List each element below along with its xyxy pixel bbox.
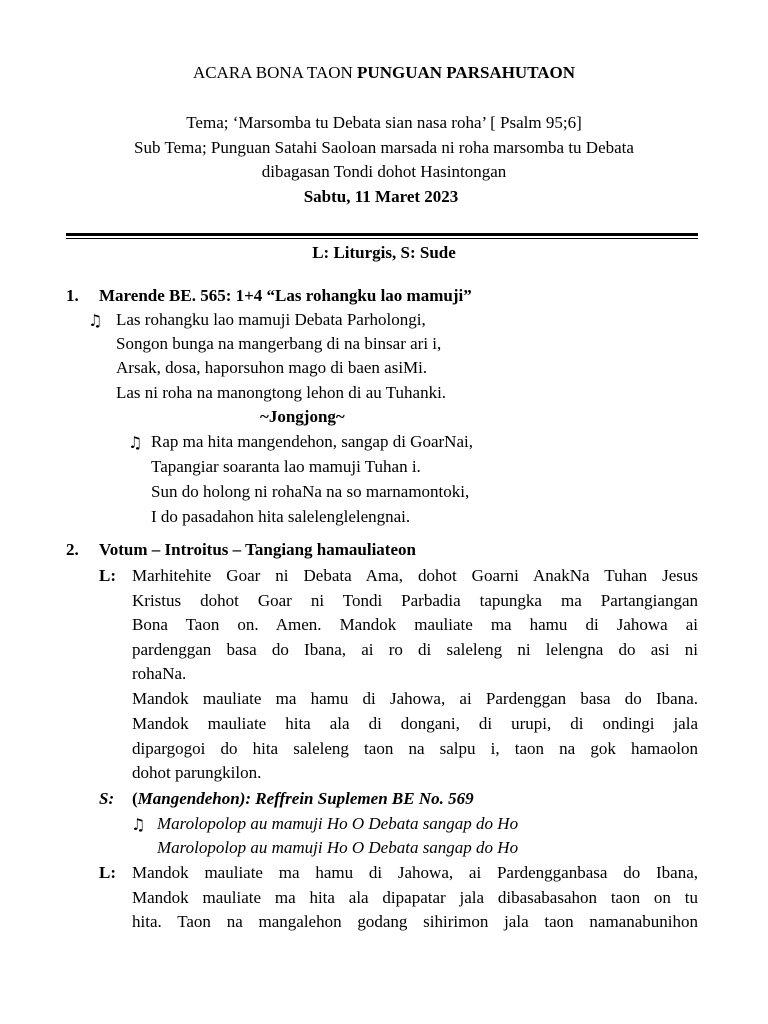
verse-1-line-2: Songon bunga na mangerbang di na binsar ari i, <box>116 334 442 353</box>
divider-thick <box>66 233 698 236</box>
divider-thin <box>66 238 698 239</box>
sude-heading-text: Mangendehon): Reffrein Suplemen BE No. 569 <box>137 789 474 808</box>
legend: L: Liturgis, S: Sude <box>312 243 456 262</box>
jongjong-label: ~Jongjong~ <box>260 407 345 426</box>
paragraph-line: hita. Taon na mangalehon godang sihirimon jala taon namanabunihon <box>132 912 698 931</box>
title-bold: PUNGUAN PARSAHUTAON <box>357 63 576 82</box>
verse-2-line-1: Rap ma hita mangendehon, sangap di GoarNai, <box>151 432 473 451</box>
section-2-heading: Votum – Introitus – Tangiang hamauliateon <box>99 540 416 559</box>
paragraph-line: Kristus dohot Goar ni Tondi Parbadia tapungka ma Partangiangan <box>132 591 698 610</box>
music-note-icon: ♫ <box>88 311 103 330</box>
document-title <box>0 63 768 83</box>
tema: Tema; ‘Marsomba tu Debata sian nasa roha’ [ Psalm 95;6] <box>186 113 582 132</box>
verse-1-line-4: Las ni roha na manongtong lehon di au Tuhanki. <box>116 383 447 402</box>
paragraph-line: Mandok mauliate hita ala di dongani, di urupi, di ondingi jala <box>132 714 698 733</box>
refrain-line-2: Marolopolop au mamuji Ho O Debata sangap do Ho <box>157 838 519 857</box>
music-note-icon: ♫ <box>131 815 146 834</box>
paragraph-line: pardenggan basa do Ibana, ai ro di saleleng ni lelengna do asi ni <box>132 640 698 659</box>
paragraph-line: dohot parungkilon. <box>132 763 262 782</box>
refrain-line-1: Marolopolop au mamuji Ho O Debata sangap do Ho <box>157 814 519 833</box>
verse-2-line-3: Sun do holong ni rohaNa na so marnamontoki, <box>151 482 470 501</box>
title-normal: ACARA BONA TAON <box>192 63 358 82</box>
section-2-number: 2. <box>66 540 79 559</box>
section-1-heading: Marende BE. 565: 1+4 “Las rohangku lao mamuji” <box>99 286 472 305</box>
music-note-icon: ♫ <box>128 433 143 452</box>
paragraph-line: dipargogoi do hita saleleng taon na salpu i, taon na gok hamaolon <box>132 739 698 758</box>
paragraph-line: Marhitehite Goar ni Debata Ama, dohot Goarni AnakNa Tuhan Jesus <box>132 566 698 585</box>
verse-1-line-3: Arsak, dosa, haporsuhon mago di baen asiMi. <box>116 358 428 377</box>
paragraph-line: Mandok mauliate ma hita ala dipapatar jala dibasabasahon taon on tu <box>132 888 698 907</box>
paren-open: ( <box>132 789 138 808</box>
verse-1-line-1: Las rohangku lao mamuji Debata Parholongi, <box>116 310 426 329</box>
subtema-line-1: Sub Tema; Punguan Satahi Saoloan marsada ni roha marsomba tu Debata <box>134 138 634 157</box>
verse-2-line-4: I do pasadahon hita salelenglelengnai. <box>151 507 411 526</box>
section-1-number: 1. <box>66 286 79 305</box>
liturgis-label: L: <box>99 566 116 585</box>
sude-label: S: <box>99 789 115 808</box>
paragraph-line: Bona Taon on. Amen. Mandok mauliate ma hamu di Jahowa ai <box>132 615 698 634</box>
event-date: Sabtu, 11 Maret 2023 <box>303 187 459 206</box>
paragraph-line: Mandok mauliate ma hamu di Jahowa, ai Pardengganbasa do Ibana, <box>132 863 698 882</box>
liturgis-label: L: <box>99 863 116 882</box>
sude-heading <box>132 789 474 809</box>
verse-2-line-2: Tapangiar soaranta lao mamuji Tuhan i. <box>151 457 421 476</box>
paragraph-line: rohaNa. <box>132 664 187 683</box>
paragraph-line: Mandok mauliate ma hamu di Jahowa, ai Pardenggan basa do Ibana. <box>132 689 698 708</box>
subtema-line-2: dibagasan Tondi dohot Hasintongan <box>261 162 507 181</box>
